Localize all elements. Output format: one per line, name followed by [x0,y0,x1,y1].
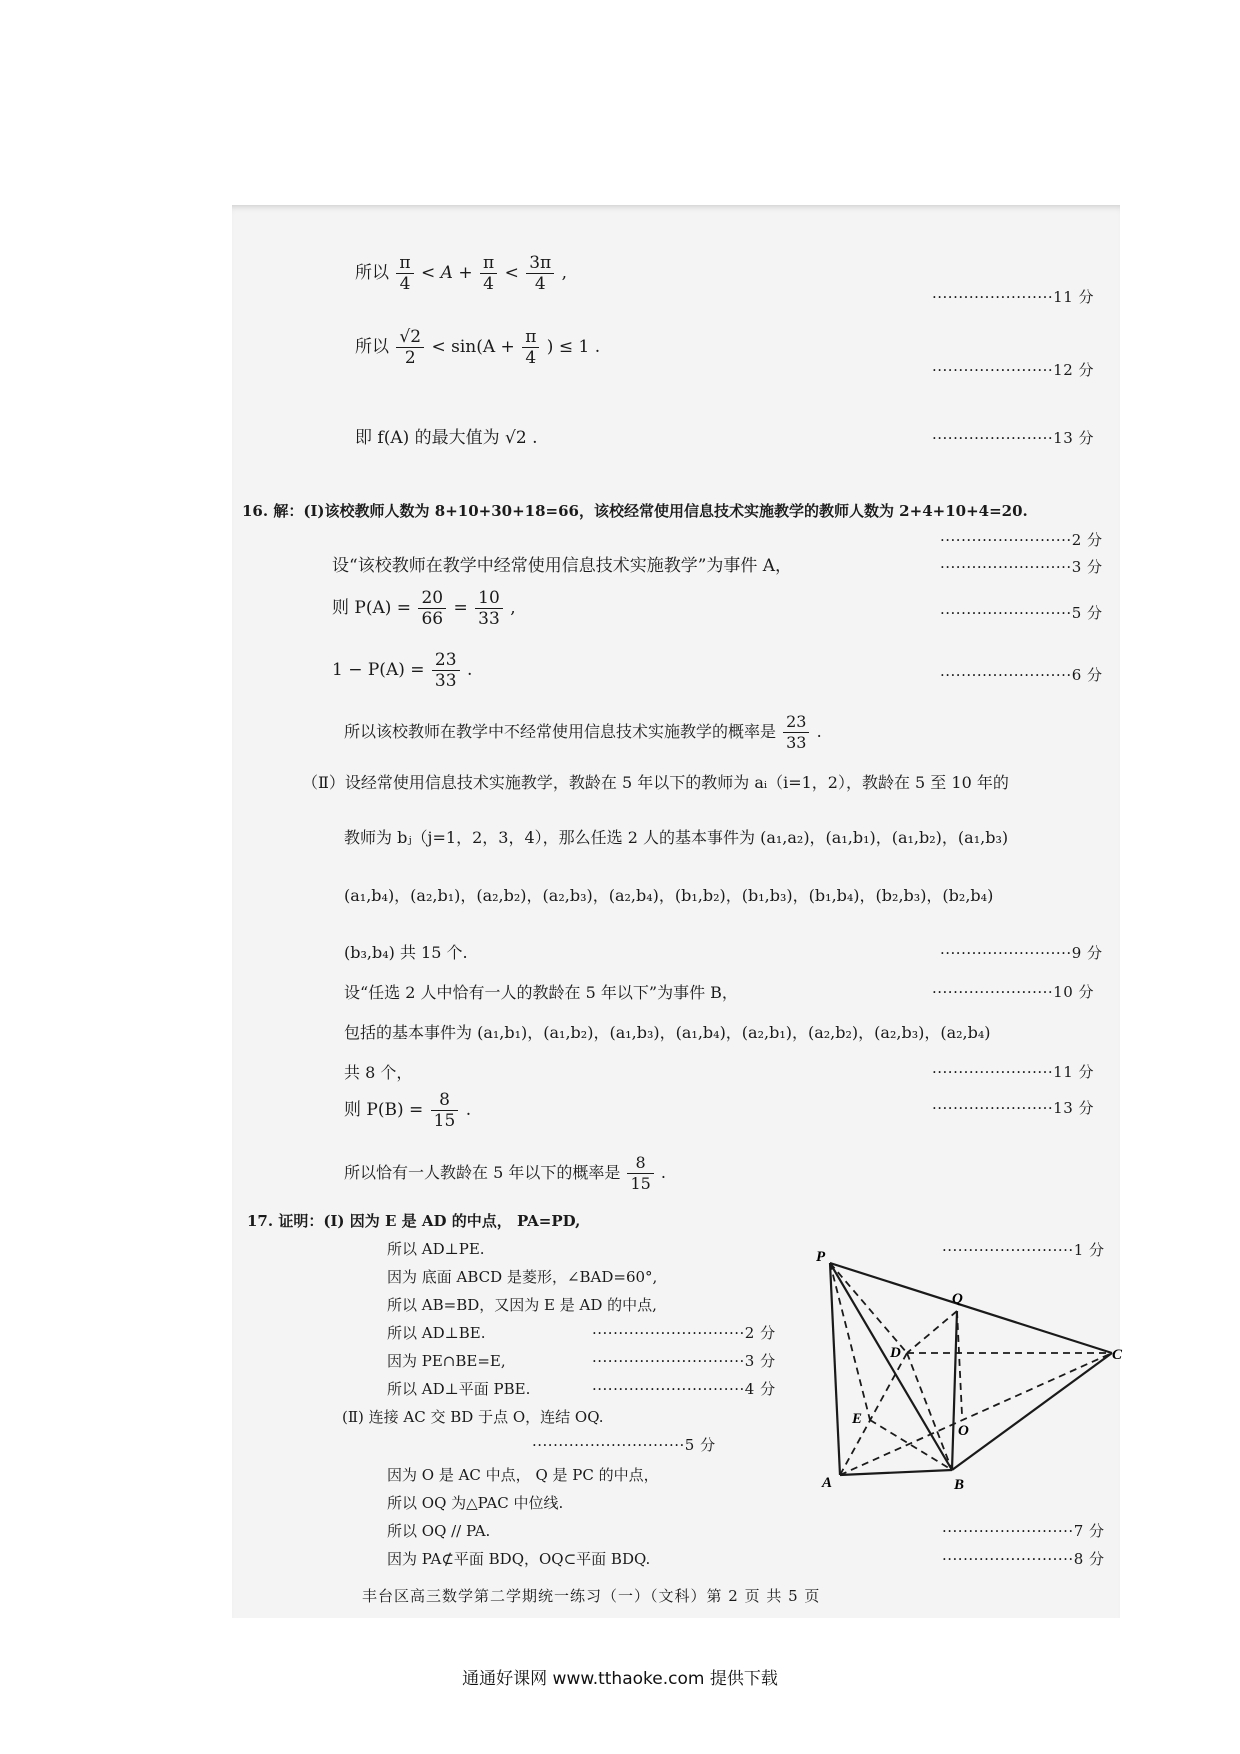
text-lt-a-plus: < A + [421,263,473,283]
q17-line8: (Ⅱ) 连接 AC 交 BD 于点 O，连结 OQ. [342,1408,604,1426]
q17-line2: 所以 AD⊥PE. [387,1240,485,1258]
scanned-page [232,205,1123,1618]
edge-ac [840,1353,1112,1475]
label-e: E [852,1411,863,1427]
q16-heading: 16. 解：(Ⅰ)该校教师人数为 8+10+30+18=66，该校经常使用信息技术实施教学的教师人数为 2+4+10+4=20. [242,502,1028,520]
score-17-2: ·····························2 分 [592,1324,776,1342]
q16-eight: 共 8 个， [344,1063,413,1082]
q16-p-b: 则 P(B) = $\frac{8}{15}$ . [344,1090,472,1131]
score-13: ·······················13 分 [932,429,1095,447]
q16-part2-line1: （Ⅱ）设经常使用信息技术实施教学，教龄在 5 年以下的教师为 aᵢ（i=1，2），教龄在 5 至 10 年的 [302,773,1009,792]
q16-final-prob: 所以恰有一人教龄在 5 年以下的概率是 $\frac{8}{15}$ . [344,1153,666,1193]
q16-included-events: 包括的基本事件为 (a₁,b₁)，(a₁,b₂)，(a₁,b₃)，(a₁,b₄)，(a₂,b₁)，(a₂,b₂)，(a₂,b₃)，(a₂,b₄) [344,1023,991,1042]
fraction-3pi-over-4: $\frac{3\pi}{4}$ [526,253,554,294]
line-13: 即 f(A) 的最大值为 √2 . [355,428,538,448]
score-17-3: ·····························3 分 [592,1352,776,1370]
score-8: ·························8 分 [942,1550,1105,1568]
text-suoyi: 所以 [355,263,389,283]
text-lt: < [504,263,519,283]
score-11b: ·······················11 分 [932,1063,1095,1081]
score-1: ·························1 分 [942,1241,1105,1259]
q16-set-event-b: 设“任选 2 人中恰有一人的教龄在 5 年以下”为事件 B， [344,983,738,1002]
score-17-5: ·····························5 分 [532,1436,716,1454]
q17-line10: 所以 OQ 为△PAC 中位线. [387,1494,564,1512]
score-7: ·························7 分 [942,1522,1105,1540]
fraction-pi-over-4-b: $\frac{\pi}{4}$ [480,253,497,294]
score-17-4: ·····························4 分 [592,1380,776,1398]
score-12: ·······················12 分 [932,361,1095,379]
fraction-pi-over-4: $\frac{\pi}{4}$ [396,253,413,294]
score-10: ·······················10 分 [932,983,1095,1001]
q16-part2-line2: 教师为 bⱼ（j=1，2，3，4），那么任选 2 人的基本事件为 (a₁,a₂)，(a₁,b₁)，(a₁,b₂)，(a₁,b₃) [344,828,1009,847]
label-p: P [816,1249,826,1265]
edge-ad [840,1353,907,1475]
label-o: O [958,1423,969,1439]
q17-line7: 所以 AD⊥平面 PBE. [387,1380,531,1398]
q17-line12: 因为 PA⊄平面 BDQ，OQ⊂平面 BDQ. [387,1550,651,1568]
q17-line1: 17. 证明：(Ⅰ) 因为 E 是 AD 的中点， PA=PD, [247,1212,581,1230]
label-a: A [822,1475,833,1491]
q17-line4: 所以 AB=BD，又因为 E 是 AD 的中点, [387,1296,657,1314]
fraction-sqrt2-over-2: $\frac{√2}{2}$ [396,327,424,368]
score-11: ·······················11 分 [932,288,1095,306]
q17-line11: 所以 OQ // PA. [387,1522,491,1540]
q16-prob-not-using: 所以该校教师在教学中不经常使用信息技术实施教学的概率是 $\frac{23}{33}$ . [344,712,822,752]
q17-line6: 因为 PE∩BE=E, [387,1352,506,1370]
q16-p-a: 则 P(A) = $\frac{20}{66}$ = $\frac{10}{33}$ , [332,588,516,629]
label-d: D [890,1345,901,1361]
edge-ab [840,1470,952,1475]
label-c: C [1112,1347,1123,1363]
fraction-pi-over-4-c: $\frac{\pi}{4}$ [522,327,539,368]
line-11-expression: 所以 $\frac{\pi}{4}$ < A + $\frac{\pi}{4}$ < $\frac{3\pi}{4}$ , [355,253,568,294]
edge-pa [830,1263,840,1475]
line-12-expression: 所以 $\frac{√2}{2}$ < sin(A + $\frac{\pi}{4}$ ) ≤ 1 . [355,327,601,368]
edge-qd [907,1311,957,1353]
edge-pb [830,1263,952,1470]
q16-part2-line4: (b₃,b₄) 共 15 个. [344,943,468,962]
pyramid-figure [812,1245,1123,1495]
edge-qb [952,1311,957,1470]
edge-pc [830,1263,1112,1353]
q16-set-event-a: 设“该校教师在教学中经常使用信息技术实施教学”为事件 A， [332,556,793,576]
score-3: ·························3 分 [940,558,1103,576]
page-footer: 丰台区高三数学第二学期统一练习（一）（文科）第 2 页 共 5 页 [362,1587,821,1605]
q17-line9: 因为 O 是 AC 中点， Q 是 PC 的中点， [387,1466,659,1484]
score-2: ·························2 分 [940,531,1103,549]
q17-line5: 所以 AD⊥BE. [387,1324,486,1342]
label-q: Q [952,1291,963,1307]
score-9: ·························9 分 [940,944,1103,962]
q16-one-minus-p-a: 1 − P(A) = $\frac{23}{33}$ . [332,650,473,691]
edge-db [907,1353,952,1470]
edge-bc [952,1353,1112,1470]
score-6: ·························6 分 [940,666,1103,684]
edge-qo [957,1311,962,1415]
q16-part2-line3: (a₁,b₄)，(a₂,b₁)，(a₂,b₂)，(a₂,b₃)，(a₂,b₄)，(b₁,b₂)，(b₁,b₃)，(b₁,b₄)，(b₂,b₃)，(b₂,b₄) [344,886,994,905]
download-credit: 通通好课网 www.tthaoke.com 提供下载 [462,1669,778,1689]
edge-eb [870,1420,952,1470]
score-5: ·························5 分 [940,604,1103,622]
q17-line3: 因为 底面 ABCD 是菱形，∠BAD=60°, [387,1268,658,1286]
edge-pd [830,1263,907,1353]
score-13b: ·······················13 分 [932,1099,1095,1117]
label-b: B [954,1477,965,1493]
